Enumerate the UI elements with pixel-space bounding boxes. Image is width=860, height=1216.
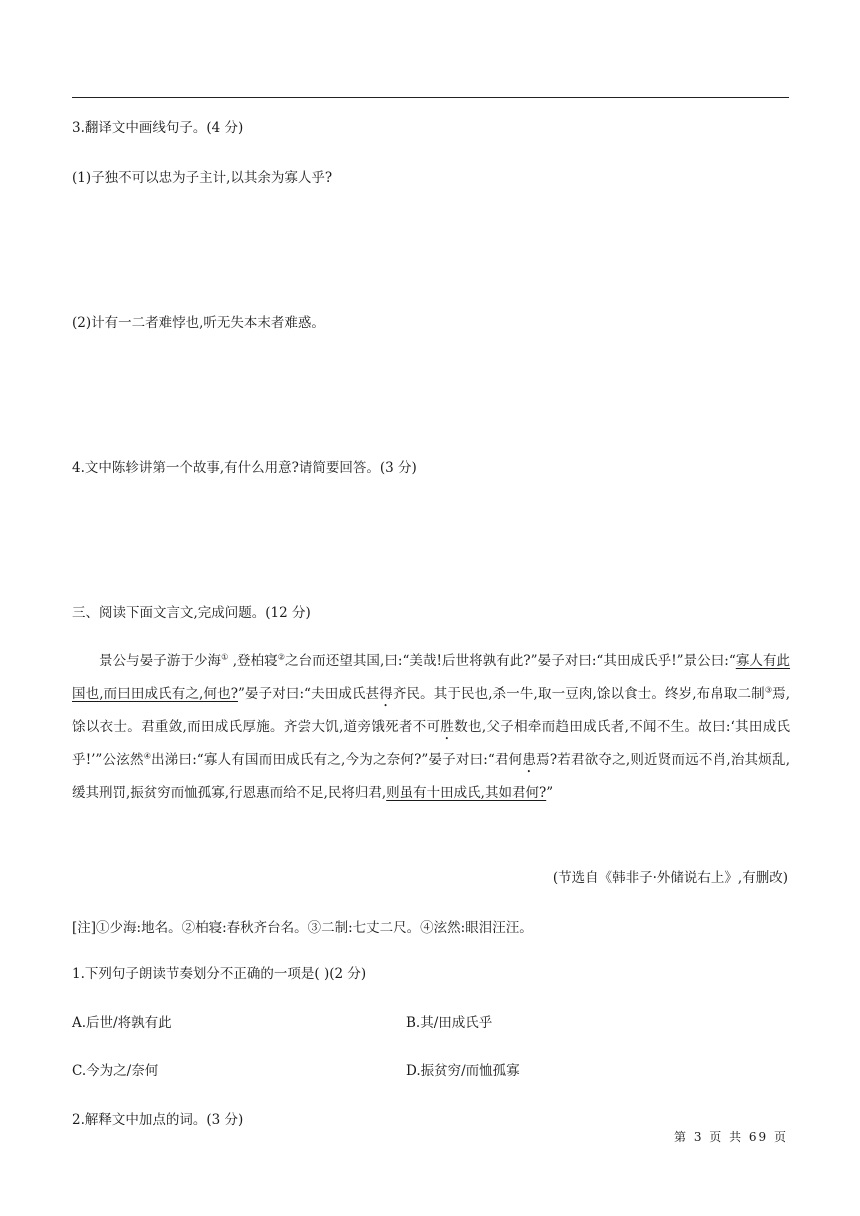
section-3-title: 三、阅读下面文言文,完成问题。(12 分) <box>72 605 311 621</box>
underlined-sentence-1: 寡人有此国也,而曰田成氏有之,何也? <box>72 653 791 702</box>
dotted-word-sheng: 胜 <box>440 719 455 735</box>
dotted-word-de: 得 <box>379 686 393 702</box>
question-3-sentence-2: (2)计有一二者难悖也,听无失本末者难惑。 <box>72 315 325 331</box>
dotted-word-huan: 患 <box>522 752 537 768</box>
option-d: D.振贫穷/而恤孤寡 <box>406 1063 520 1079</box>
option-b: B.其/田成氏乎 <box>406 1015 493 1031</box>
note-marker-3: ③ <box>764 685 773 695</box>
question-2-title: 2.解释文中加点的词。(3 分) <box>72 1112 244 1128</box>
note-marker-2: ② <box>277 652 286 662</box>
question-4-title: 4.文中陈轸讲第一个故事,有什么用意?请简要回答。(3 分) <box>72 460 417 476</box>
annotation-notes: [注]①少海:地名。②柏寝:春秋齐台名。③二制:七丈二尺。④泫然:眼泪汪汪。 <box>72 920 533 936</box>
header-rule <box>72 97 789 98</box>
question-3-title: 3.翻译文中画线句子。(4 分) <box>72 120 244 136</box>
option-a: A.后世/将孰有此 <box>72 1015 172 1031</box>
page-number-footer: 第 3 页 共 69 页 <box>674 1130 788 1144</box>
note-marker-1: ① <box>221 652 229 662</box>
option-c: C.今为之/奈何 <box>72 1063 159 1079</box>
underlined-sentence-2: 则虽有十田成氏,其如君何? <box>386 785 547 801</box>
question-3-sentence-1: (1)子独不可以忠为子主计,以其余为寡人乎? <box>72 170 333 186</box>
classical-passage: 景公与晏子游于少海① ,登柏寝②之台而还望其国,曰:“美哉!后世将孰有此?”晏子对曰:“其田成氏乎!”景公曰:“寡人有此国也,而曰田成氏有之,何也?”晏子对曰:“夫田成氏甚得齐民。其于民也,杀一牛,取一豆肉,馀以食士。终岁,布帛取二制③焉,馀以衣士。君重敛,而田成氏厚施。齐尝大饥,道旁饿死者不可胜数也,父子相牵而趋田成氏者,不闻不生。故曰:‘其田成氏乎!’”公泫然④出涕曰:“寡人有国而田成氏有之,今为之奈何?”晏子对曰:“君何患焉?若君欲夺之,则近贤而远不肖,治其烦乱,缓其刑罚,振贫穷而恤孤寡,行恩惠而给不足,民将归君,则虽有十田成氏,其如君何?” <box>72 652 791 801</box>
question-1-title: 1.下列句子朗读节奏划分不正确的一项是( )(2 分) <box>72 966 367 982</box>
note-marker-4: ④ <box>143 751 152 761</box>
passage-source: (节选自《韩非子·外储说右上》,有删改) <box>552 870 788 886</box>
